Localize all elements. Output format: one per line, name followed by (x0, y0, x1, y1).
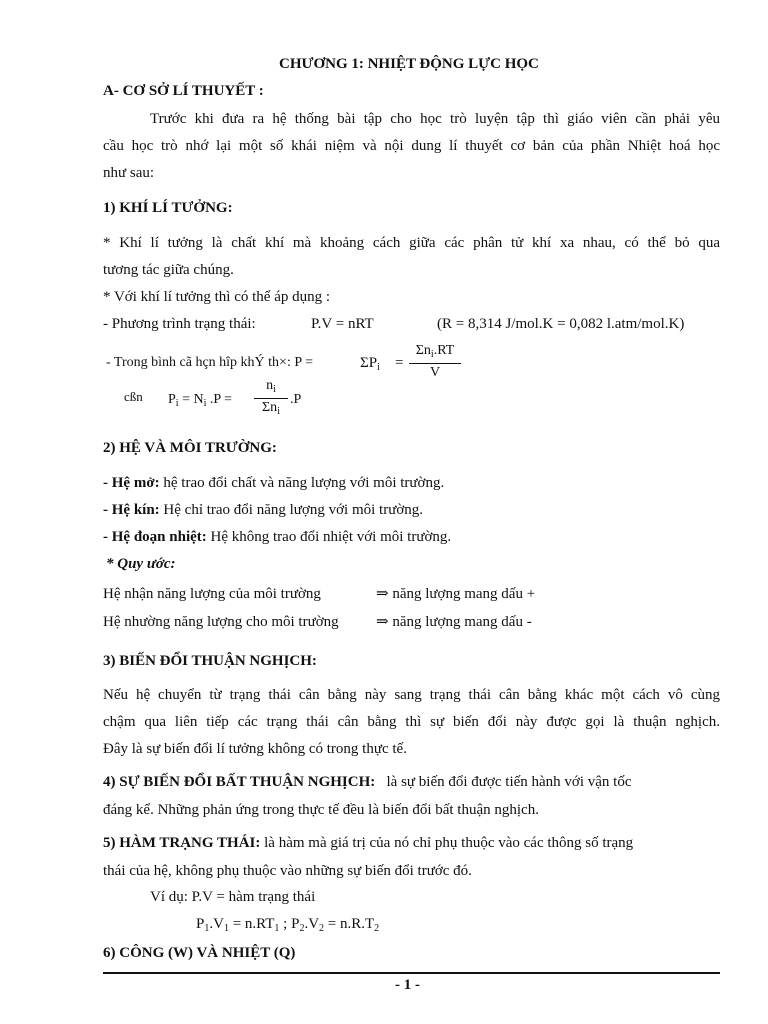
partial-pressure-formula: $P_i = N_i$ .P = (168, 392, 233, 409)
convention-left-1: Hệ nhận năng lượng của môi trường (103, 586, 321, 602)
mole-fraction-denominator: $\Sigma n_i$ (262, 400, 280, 417)
total-pressure-fraction (409, 343, 461, 382)
state-function-example: Ví dụ: P.V = hàm trạng thái (150, 889, 316, 905)
mixture-label: - Trong bình cã hçn hîp khÝ th×: P = (106, 355, 313, 370)
open-system: - Hệ mở: hệ trao đổi chất và năng lượng với môi trường. (103, 475, 445, 491)
ideal-gas-def-line-1: * Khí lí tưởng là chất khí mà khoảng cách giữa các phân tử khí xa nhau, có thể bỏ qua (103, 235, 720, 251)
section-5-heading: 5) HÀM TRẠNG THÁI: (103, 835, 261, 851)
section-2-heading: 2) HỆ VÀ MÔI TRƯỜNG: (103, 440, 277, 456)
intro-line-1: Trước khi đưa ra hệ thống bài tập cho học trò luyện tập thì giáo viên cần phải yêu (150, 111, 720, 127)
closed-system: - Hệ kín: Hệ chỉ trao đổi năng lượng với môi trường. (103, 502, 424, 518)
mole-fraction-numerator: $n_i$ (254, 378, 288, 399)
convention-left-2: Hệ nhường năng lượng cho môi trường (103, 614, 339, 630)
equals-sign: = (395, 355, 404, 371)
intro-line-2: cầu học trò nhớ lại một số khái niệm và nội dung lí thuyết cơ bản của phần Nhiệt hoá học (103, 138, 720, 154)
irreversible-line-1: 4) SỰ BIẾN ĐỔI BẤT THUẬN NGHỊCH: là sự biến đổi được tiến hành với vận tốc (103, 774, 632, 790)
section-6-heading: 6) CÔNG (W) VÀ NHIỆT (Q) (103, 945, 296, 961)
section-3-heading: 3) BIẾN ĐỔI THUẬN NGHỊCH: (103, 653, 317, 669)
convention-heading: * Quy ước: (106, 556, 176, 572)
mole-fraction (254, 378, 288, 421)
gas-constant-value: (R = 8,314 J/mol.K = 0,082 l.atm/mol.K) (437, 316, 685, 332)
section-1-heading: 1) KHÍ LÍ TƯỞNG: (103, 200, 233, 216)
footer-rule (103, 972, 720, 974)
state-equation: P.V = nRT (311, 316, 374, 332)
section-4-heading: 4) SỰ BIẾN ĐỔI BẤT THUẬN NGHỊCH: (103, 774, 376, 790)
sum-partial-pressure: $\Sigma P_i$ (360, 355, 380, 373)
reversible-line-3: Đây là sự biến đổi lí tưởng không có trong thực tế. (103, 741, 407, 757)
intro-line-3: như sau: (103, 165, 155, 181)
state-function-line-1: 5) HÀM TRẠNG THÁI: là hàm mà giá trị của nó chỉ phụ thuộc vào các thông số trạng (103, 835, 634, 851)
convention-right-2: ⇒ năng lượng mang dấu - (376, 614, 532, 630)
irreversible-line-2: đáng kể. Những phản ứng trong thực tế đều là biến đổi bất thuận nghịch. (103, 802, 539, 818)
chapter-title: CHƯƠNG 1: NHIỆT ĐỘNG LỰC HỌC (279, 56, 539, 72)
ideal-gas-apply: * Với khí lí tưởng thì có thể áp dụng : (103, 289, 331, 305)
mole-fraction-suffix: .P (290, 392, 302, 407)
state-function-formula: $P_1.V_1 = n.RT_1$ ; $P_2.V_2 = n.R.T_2$ (196, 916, 380, 934)
page-number: - 1 - (395, 977, 420, 993)
state-function-line-2: thái của hệ, không phụ thuộc vào những sự biến đổi trước đó. (103, 863, 472, 879)
adiabatic-system: - Hệ đoạn nhiệt: Hệ không trao đổi nhiệt với môi trường. (103, 529, 452, 545)
state-equation-label: - Phương trình trạng thái: (103, 316, 256, 332)
ideal-gas-def-line-2: tương tác giữa chúng. (103, 262, 234, 278)
reversible-line-1: Nếu hệ chuyển từ trạng thái cân bằng này sang trạng thái cân bằng khác một cách vô cùng (103, 687, 720, 703)
section-a-heading: A- CƠ SỞ LÍ THUYẾT : (103, 83, 264, 99)
fraction-numerator: $\Sigma n_i.RT$ (409, 343, 461, 364)
and-label: cßn (124, 389, 143, 404)
convention-right-1: ⇒ năng lượng mang dấu + (376, 586, 536, 602)
fraction-denominator: V (429, 365, 441, 380)
reversible-line-2: chậm qua liên tiếp các trạng thái cân bằng thì sự biến đổi này được gọi là thuận nghịch. (103, 714, 720, 730)
